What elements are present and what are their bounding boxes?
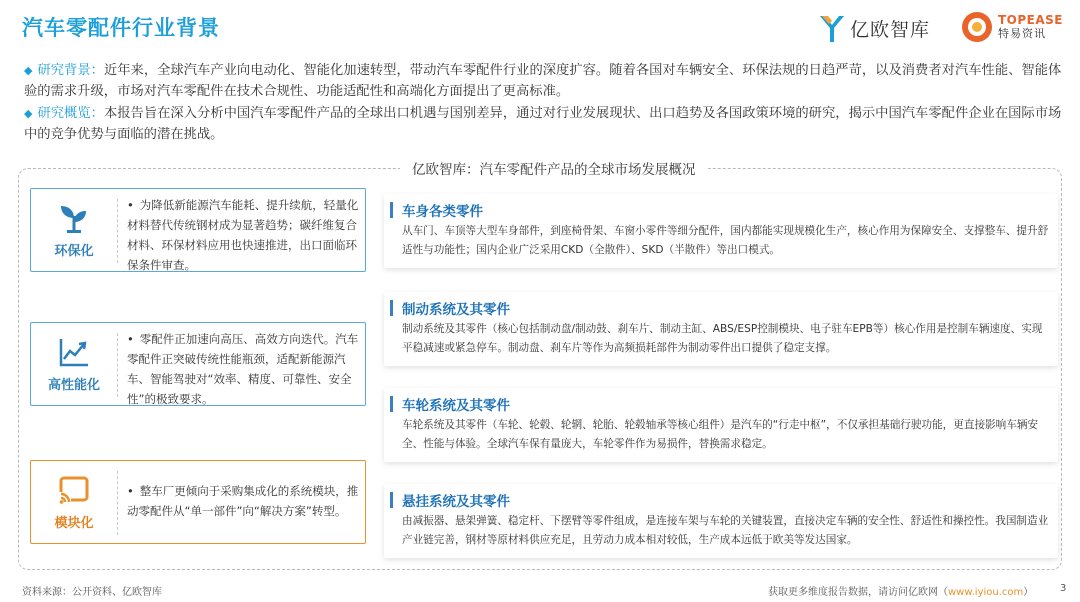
product-card-body-parts bbox=[384, 194, 1058, 268]
yiou-logo-icon bbox=[818, 12, 846, 44]
trend-card-performance-text: • 零配件正加速向高压、高效方向迭代。汽车零配件正突破传统性能瓶颈，适配新能源汽车、智能驾驶对“效率、精度、可靠性、安全性”的极致要求。 bbox=[127, 332, 359, 406]
topease-logo-cn: 特易资讯 bbox=[998, 26, 1046, 40]
footer-cta bbox=[768, 583, 1033, 598]
heading-bar bbox=[390, 300, 393, 316]
yiou-logo bbox=[818, 12, 930, 44]
divider bbox=[117, 471, 118, 535]
product-card-text: 从车门、车顶等大型车身部件，到座椅骨架、车窗小零件等细分配件，国内都能实现规模化生产，核心作用为保障安全、支撑整车、提升舒适性与功能性；国内企业广泛采用CKD（全散件）、SKD（半散件）等出口模式。 bbox=[402, 225, 1049, 256]
diamond-bullet-icon: ◆ bbox=[24, 64, 33, 77]
intro-background-label: 研究背景： bbox=[37, 63, 104, 78]
trend-card-eco-text: • 为降低新能源汽车能耗、提升续航，轻量化材料替代传统钢材成为显著趋势；碳纤维复合材料、环保材料应用也快速推进，出口面临环保条件审查。 bbox=[127, 198, 359, 272]
diamond-bullet-icon: ◆ bbox=[24, 107, 33, 120]
footer-cta-text: 获取更多维度报告数据，请访问亿欧网（ bbox=[768, 587, 948, 598]
intro-section bbox=[24, 60, 1064, 146]
trend-card-eco-badge bbox=[39, 195, 109, 265]
trend-card-modular bbox=[30, 460, 366, 544]
sprout-icon bbox=[58, 202, 90, 234]
topease-logo-icon bbox=[960, 10, 994, 44]
product-card-text: 由减振器、悬架弹簧、稳定杆、下摆臂等零件组成，是连接车架与车轮的关键装置，直接决定车辆的安全性、舒适性和操控性。我国制造业产业链完善，钢材等原材料供应充足，且劳动力成本相对较低，生产成本远低于欧美等发达国家。 bbox=[402, 515, 1049, 546]
product-card-heading: 车轮系统及其零件 bbox=[402, 398, 510, 414]
page-number: 3 bbox=[1060, 583, 1067, 594]
divider bbox=[117, 333, 118, 397]
trend-card-modular-badge bbox=[39, 467, 109, 537]
product-card-heading: 悬挂系统及其零件 bbox=[402, 494, 510, 510]
website-link[interactable]: www.iyiou.com bbox=[948, 587, 1024, 598]
topease-logo bbox=[960, 10, 1063, 44]
heading-bar bbox=[390, 202, 393, 218]
heading-bar bbox=[390, 492, 393, 508]
source-note: 资料来源：公开资料、亿欧智库 bbox=[22, 587, 162, 598]
intro-background-text: 近年来，全球汽车产业向电动化、智能化加速转型，带动汽车零配件行业的深度扩容。随着各国对车辆安全、环保法规的日趋严苛，以及消费者对汽车性能、智能体验的需求升级，市场对汽车零配件在技术合规性、功能适配性和高端化方面提出了更高标准。 bbox=[24, 63, 1062, 99]
divider bbox=[117, 199, 118, 263]
yiou-logo-text: 亿欧智库 bbox=[850, 18, 931, 41]
trend-card-performance-badge bbox=[39, 329, 109, 399]
product-card-text: 制动系统及其零件（核心包括制动盘/制动鼓、刹车片、制动主缸、ABS/ESP控制模块、电子驻车EPB等）核心作用是控制车辆速度、实现平稳减速或紧急停车。制动盘、刹车片等作为高频损耗部件为制动零件出口提供了稳定支撑。 bbox=[402, 323, 1043, 354]
trend-card-performance bbox=[30, 322, 366, 406]
overview-frame-title: 亿欧智库：汽车零配件产品的全球市场发展概况 bbox=[400, 158, 708, 178]
product-card-suspension-system bbox=[384, 484, 1058, 558]
trend-card-modular-text: • 整车厂更倾向于采购集成化的系统模块，推动零配件从“单一部件”向“解决方案”转型。 bbox=[127, 484, 359, 518]
product-card-heading: 车身各类零件 bbox=[402, 204, 483, 220]
intro-overview bbox=[24, 103, 1064, 145]
trend-card-eco-caption: 环保化 bbox=[54, 243, 94, 259]
page-title: 汽车零配件行业背景 bbox=[22, 16, 220, 40]
intro-overview-label: 研究概览： bbox=[37, 106, 104, 121]
trend-card-performance-caption: 高性能化 bbox=[47, 377, 100, 393]
product-card-brake-system bbox=[384, 292, 1058, 366]
footer-cta-end: ） bbox=[1023, 587, 1034, 598]
trend-card-eco bbox=[30, 188, 366, 272]
product-card-heading: 制动系统及其零件 bbox=[402, 302, 510, 318]
product-card-text: 车轮系统及其零件（车轮、轮毂、轮辋、轮胎、轮毂轴承等核心组件）是汽车的“行走中枢”，不仅承担基础行驶功能，更直接影响车辆安全、性能与体验。全球汽车保有量庞大，车轮零件作为易损件，替换需求稳定。 bbox=[402, 419, 1039, 450]
intro-background bbox=[24, 60, 1064, 102]
intro-overview-text: 本报告旨在深入分析中国汽车零配件产品的全球出口机遇与国别差异，通过对行业发展现状、出口趋势及各国政策环境的研究，揭示中国汽车零配件企业在国际市场中的竞争优势与面临的潜在挑战。 bbox=[24, 106, 1062, 142]
cast-module-icon bbox=[58, 474, 90, 506]
product-card-wheel-system bbox=[384, 388, 1058, 462]
chart-trend-icon bbox=[58, 336, 90, 368]
heading-bar bbox=[390, 396, 393, 412]
trend-card-modular-caption: 模块化 bbox=[54, 515, 94, 531]
topease-logo-en: TOPEASE bbox=[998, 13, 1064, 28]
